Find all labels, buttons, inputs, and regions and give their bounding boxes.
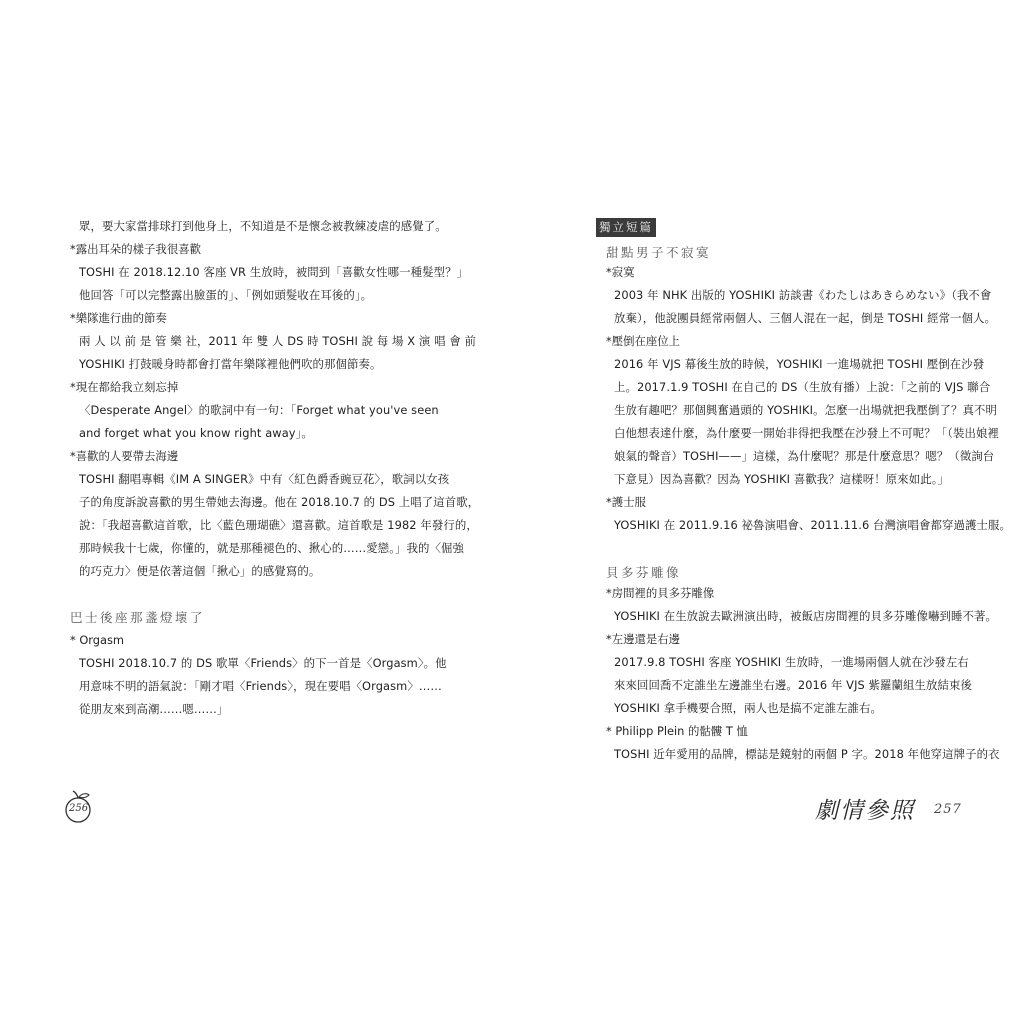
body-line: 生放有趣吧？那個興奮過頭的 YOSHIKI。怎麼一出場就把我壓倒了？真不明 [614, 403, 997, 417]
body-line: and forget what you know right away」。 [79, 426, 313, 440]
section-badge: 獨立短篇 [596, 218, 656, 237]
body-line: TOSHI 在 2018.12.10 客座 VR 生放時，被問到「喜歡女性哪一種髮型？」 [79, 265, 469, 279]
body-line: 放棄），他說團員經常兩個人、三個人混在一起，倒是 TOSHI 經常一個人。 [614, 311, 997, 325]
bullet-heading: *現在都給我立刻忘掉 [70, 380, 179, 394]
body-line: 來來回回喬不定誰坐左邊誰坐右邊。2016 年 VJS 紫羅蘭組生放結束後 [614, 678, 972, 692]
bullet-heading: *寂寞 [606, 265, 635, 279]
body-line: 上。2017.1.9 TOSHI 在自己的 DS（生放有播）上說：「之前的 VJS 聯合 [614, 380, 991, 394]
section-title: 貝多芬雕像 [606, 565, 682, 580]
bullet-heading: *左邊還是右邊 [606, 632, 681, 646]
running-title: 劇情參照 [815, 798, 915, 824]
body-line: 子的角度訴說喜歡的男生帶她去海邊。他在 2018.10.7 的 DS 上唱了這首歌， [79, 495, 480, 509]
page-number-left [62, 788, 96, 824]
bullet-heading: *喜歡的人要帶去海邊 [70, 449, 179, 463]
page-number-text: 256 [69, 803, 89, 814]
section-title: 巴士後座那盞燈壞了 [70, 610, 206, 625]
body-line: 2017.9.8 TOSHI 客座 YOSHIKI 生放時，一進場兩個人就在沙發左右 [614, 655, 969, 669]
bullet-heading: *樂隊進行曲的節奏 [70, 311, 167, 325]
body-line: YOSHIKI 在 2011.9.16 祕魯演唱會、2011.11.6 台灣演唱會都穿過護士服。 [614, 518, 1011, 532]
body-line: YOSHIKI 拿手機要合照，兩人也是搞不定誰左誰右。 [614, 701, 883, 715]
bullet-heading: * Philipp Plein 的骷髏 T 恤 [606, 724, 748, 738]
body-line: 說：「我超喜歡這首歌，比〈藍色珊瑚礁〉還喜歡。這首歌是 1982 年發行的， [79, 518, 478, 532]
bullet-heading: * Orgasm [70, 633, 125, 647]
body-line: YOSHIKI 在生放說去歐洲演出時，被飯店房間裡的貝多芬雕像嚇到睡不著。 [614, 609, 997, 623]
body-line: 兩 人 以 前 是 管 樂 社，2011 年 雙 人 DS 時 TOSHI 說 每 場 X 演 唱 會 前 [79, 334, 477, 348]
page-number-right: 257 [934, 802, 962, 817]
bullet-heading: *護士服 [606, 495, 646, 509]
body-line: 眾，要大家當排球打到他身上，不知道是不是懷念被教練凌虐的感覺了。 [79, 219, 447, 233]
bullet-heading: *露出耳朵的樣子我很喜歡 [70, 242, 201, 256]
body-line: 那時候我十七歲，你懂的，就是那種褪色的、揪心的……愛戀。」我的〈倔強 [79, 541, 464, 555]
bullet-heading: *壓倒在座位上 [606, 334, 681, 348]
body-line: YOSHIKI 打鼓暖身時都會打當年樂隊裡他們吹的那個節奏。 [79, 357, 382, 371]
body-line: 下意見）因為喜歡？因為 YOSHIKI 喜歡我？這樣呀！原來如此。」 [614, 472, 949, 486]
body-line: 2003 年 NHK 出版的 YOSHIKI 訪談書《わたしはあきらめない》（我不會 [614, 288, 992, 302]
bullet-heading: *房間裡的貝多芬雕像 [606, 586, 715, 600]
section-title: 甜點男子不寂寞 [606, 245, 712, 260]
body-line: 白他想表達什麼，為什麼要一開始非得把我壓在沙發上不可呢？「（裝出娘裡 [614, 426, 999, 440]
body-line: 娘氣的聲音）TOSHI——」這樣，為什麼呢？那是什麼意思？嗯？（徵詢台 [614, 449, 995, 463]
body-line: 從朋友來到高潮……嗯……」 [79, 702, 229, 716]
body-line: 的巧克力〉便是依著這個「揪心」的感覺寫的。 [79, 564, 321, 578]
body-line: 他回答「可以完整露出臉蛋的」、「例如頭髮收在耳後的」。 [79, 288, 373, 302]
body-line: TOSHI 2018.10.7 的 DS 歌單〈Friends〉的下一首是〈Orgasm〉。他 [79, 656, 447, 670]
body-line: TOSHI 近年愛用的品牌，標誌是鏡射的兩個 P 字。2018 年他穿這牌子的衣 [614, 747, 1000, 761]
body-line: 〈Desperate Angel〉的歌詞中有一句：「Forget what you've seen [79, 403, 439, 417]
body-line: 用意味不明的語氣說：「剛才唱〈Friends〉，現在要唱〈Orgasm〉…… [79, 679, 442, 693]
body-line: 2016 年 VJS 幕後生放的時候，YOSHIKI 一進場就把 TOSHI 壓倒在沙發 [614, 357, 985, 371]
body-line: TOSHI 翻唱專輯《IM A SINGER》中有〈紅色爵香豌豆花〉，歌詞以女孩 [79, 472, 450, 486]
